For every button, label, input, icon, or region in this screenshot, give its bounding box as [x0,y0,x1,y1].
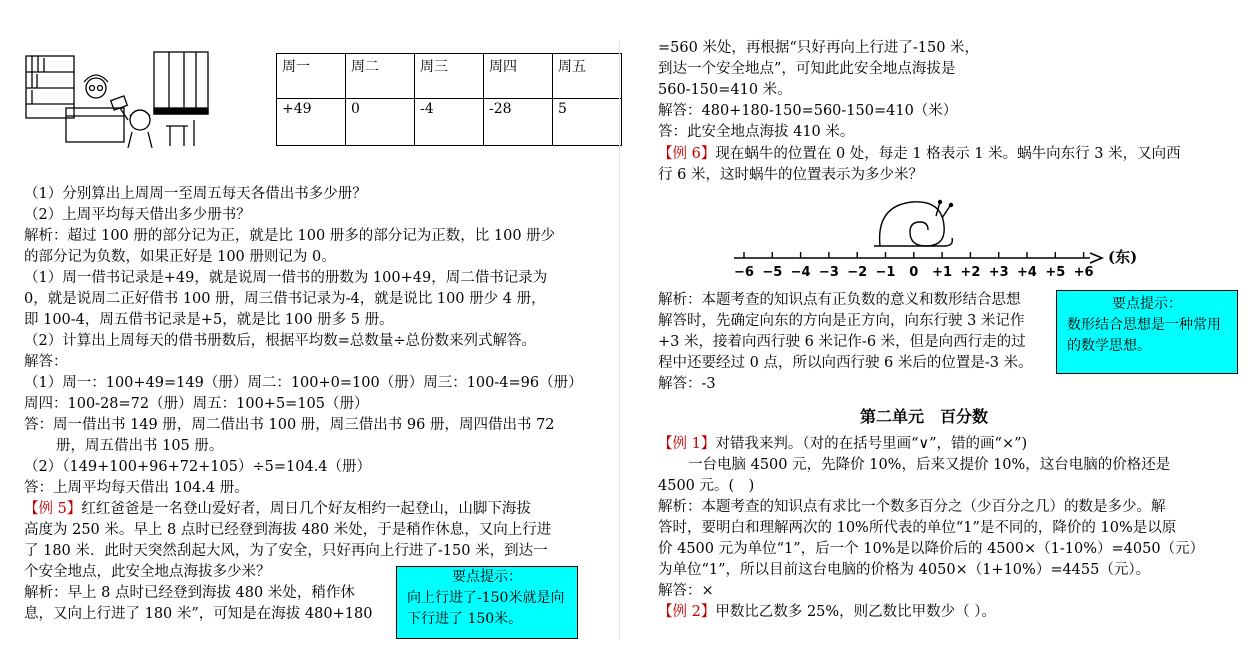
number-line-ticks [734,252,1094,280]
tip-text: 的数学思想。 [1067,338,1151,354]
library-illustration [24,50,214,150]
example-6-text: 现在蜗牛的位置在 0 处，每走 1 格表示 1 米。蜗牛向东行 3 米，又向西 [715,146,1181,162]
column-divider [619,40,620,640]
unit-heading: 第二单元 百分数 [860,407,989,426]
answer-line: 解答：480+180-150=560-150=410（米） [658,103,958,119]
tip-title: 要点提示： [452,569,522,585]
table-header-row [277,54,622,99]
snail-icon [874,201,953,247]
answer-line: 解答：× [658,583,714,599]
example-5-tag: 【例 5】 [24,501,82,517]
table-row [277,99,622,146]
analysis-line: 即 100-4，周五借书记录是+5，就是比 100 册多 5 册。 [24,312,394,328]
question-line: （2）上周平均每天借出多少册书？ [24,207,251,223]
answer-line: （1）周一：100+49=149（册）周二：100+0=100（册）周三：100-4=96（册） [24,375,583,391]
answer-line: 解答：-3 [658,376,716,392]
table-header-cell: 周四 [484,54,553,99]
continued-line: 到达一个安全地点”，可知此此安全地点海拔是 [658,61,956,77]
tick-label: +6 [1073,265,1094,280]
answer-line: 答：上周平均每天借出 104.4 册。 [24,480,249,496]
answer-line: 答：此安全地点海拔 410 米。 [658,124,855,140]
table-cell: 0 [346,99,415,146]
tick-label: +1 [932,265,953,280]
table-cell: +49 [277,99,346,146]
analysis-line: +3 米，接着向西行驶 6 米记作-6 米，但是向西行走的过 [658,334,1026,350]
tip-text: 下行进了 150米。 [407,611,523,627]
answer-label: 解答： [24,354,68,370]
weekly-record-table [276,53,622,146]
continued-line: =560 米处，再根据“只好再向上行进了-150 米， [658,40,980,56]
analysis-line: 答时，要明白和理解两次的 10%所代表的单位“1”是不同的，降价的 10%是以原 [658,520,1177,536]
example-5-line: 息，又向上行进了 180 米”，可知是在海拔 480+180 [24,606,373,622]
example-2-text: 甲数比乙数多 25%，则乙数比甲数少（ ）。 [715,604,997,620]
example-1-line [658,434,1027,455]
tip-box [396,566,578,639]
table-cell: 5 [553,99,622,146]
question-line: （1）分别算出上周周一至周五每天各借出书多少册？ [24,186,367,202]
example-1-text: 对错我来判。（对的在括号里画“∨”，错的画“×”) [715,436,1028,452]
tick-label: +3 [988,265,1009,280]
answer-line: 册，周五借出书 105 册。 [56,438,224,454]
tip-text: 向上行进了-150米就是向 [407,590,565,606]
tip-text: 数形结合思想是一种常用 [1067,317,1221,333]
analysis-line: 程中还要经过 0 点，所以向西行驶 6 米后的位置是-3 米。 [658,355,1033,371]
table-header-cell: 周一 [277,54,346,99]
answer-line: 周四：100-28=72（册）周五：100+5=105（册） [24,396,369,412]
analysis-line: 0，就是说周二正好借书 100 册，周三借书记录为-4，就是说比 100 册少 4 册， [24,291,546,307]
continued-line: 560-150=410 米。 [658,82,792,98]
analysis-line: 价 4500 元为单位“1”，后一个 10%是以降价后的 4500×（1-10%）=4050（元） [658,541,1205,557]
example-5-text: 红红爸爸是一名登山爱好者，周日几个好友相约一起登山，山脚下海拔 [81,501,531,517]
table-header-cell: 周五 [553,54,622,99]
table-header-cell: 周三 [415,54,484,99]
analysis-line: 解析：本题考查的知识点有求比一个数多百分之（少百分之几）的数是多少。解 [658,499,1166,515]
example-1-tag: 【例 1】 [658,436,716,452]
example-6-line [658,144,1181,165]
tick-label: 0 [909,265,919,280]
tick-label: +2 [960,265,981,280]
example-2-tag: 【例 2】 [658,604,716,620]
example-5-line: 解析：早上 8 点时已经登到海拔 480 米处，稍作休 [24,585,355,601]
analysis-line: （2）计算出上周每天的借书册数后，根据平均数=总数量÷总份数来列式解答。 [24,333,537,349]
tick-label: −2 [847,265,868,280]
table-cell: -4 [415,99,484,146]
tick-label: −6 [734,265,754,280]
table-header-cell: 周二 [346,54,415,99]
example-6-line: 行 6 米，这时蜗牛的位置表示为多少米？ [658,167,923,183]
answer-line: 答：周一借出书 149 册，周二借出书 100 册，周三借出书 96 册，周四借出书 72 [24,417,555,433]
tick-label: −4 [790,265,811,280]
analysis-line: 的部分记为负数，如果正好是 100 册则记为 0。 [24,249,336,265]
example-1-line: 4500 元。( ) [658,478,755,494]
analysis-line: 解析：本题考查的知识点有正负数的意义和数形结合思想 [658,292,1021,308]
snail-number-line [730,190,1140,286]
tick-label: −3 [818,265,839,280]
tip-box [1056,290,1238,374]
example-5-line: 了 180 米．此时天突然刮起大风，为了安全，只好再向上行进了-150 米，到达一 [24,543,548,559]
analysis-line: 解析：超过 100 册的部分记为正，就是比 100 册多的部分记为正数，比 100 册少 [24,228,556,244]
analysis-line: 为单位“1”，所以目前这台电脑的价格为 4050×（1+10%）=4455（元）。 [658,562,1151,578]
example-1-line: 一台电脑 4500 元，先降价 10%，后来又提价 10%，这台电脑的价格还是 [688,457,1171,473]
tick-label: −1 [875,265,896,280]
arrow-right-icon [1090,253,1102,263]
tip-title: 要点提示： [1112,296,1182,312]
tick-label: −5 [762,265,783,280]
analysis-line: 解答时，先确定向东的方向是正方向，向东行驶 3 米记作 [658,313,1025,329]
example-2-line [658,602,996,623]
answer-line: （2）（149+100+96+72+105）÷5=104.4（册） [24,459,372,475]
analysis-line: （1）周一借书记录是+49，就是说周一借书的册数为 100+49，周二借书记录为 [24,270,548,286]
tick-label: +5 [1045,265,1066,280]
example-5-line: 高度为 250 米。早上 8 点时已经登到海拔 480 米处，于是稍作休息，又向上行进 [24,522,552,538]
example-5-line [24,499,531,520]
example-6-tag: 【例 6】 [658,146,716,162]
tick-label: +4 [1017,265,1037,280]
table-cell: -28 [484,99,553,146]
example-5-line: 个安全地点，此安全地点海拔多少米？ [24,564,271,580]
direction-label: (东) [1108,248,1138,266]
